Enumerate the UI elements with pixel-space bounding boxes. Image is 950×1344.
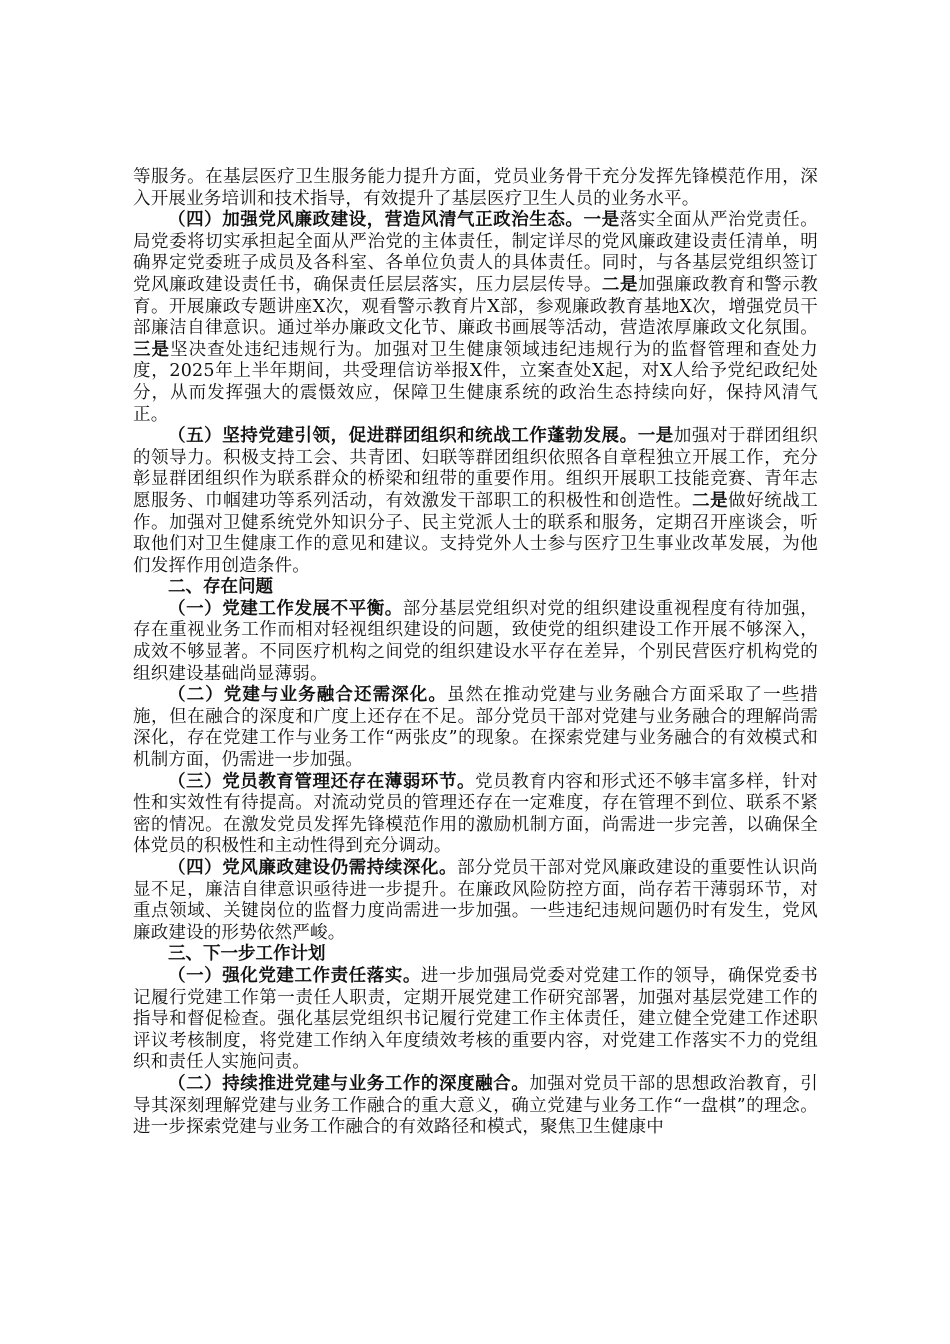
section-title: （二）持续推进党建与业务工作的深度融合。 — [168, 1073, 530, 1094]
section-title: （五）坚持党建引领，促进群团组织和统战工作蓬勃发展。 — [168, 426, 638, 447]
paragraph-mass-organizations — [133, 426, 818, 577]
section-title: （三）党员教育管理还存在薄弱环节。 — [168, 771, 476, 792]
paragraph-text: 部分基层党组织对党的组织建设重视程度有待加强，存在重视业务工作而相对轻视组织建设的问题，致使党的组织建设工作开展不够深入，成效不够显著。不同医疗机构之间党的组织建设水平存在差异，个别民营医疗机构党的组织建设基础尚显薄弱。 — [133, 598, 818, 684]
point-marker: 三是 — [133, 339, 171, 360]
point-marker: 二是 — [601, 274, 638, 295]
paragraph-text: 党员教育内容和形式还不够丰富多样，针对性和实效性有待提高。对流动党员的管理还存在一定难度，存在管理不到位、联系不紧密的情况。在激发党员发挥先锋模范作用的激励机制方面，尚需进一步完善，以确保全体党员的积极性和主动性得到充分调动。 — [133, 771, 818, 857]
paragraph-text: 加强对党员干部的思想政治教育，引导其深刻理解党建与业务工作融合的重大意义，确立党建与业务工作“一盘棋”的理念。进一步探索党建与业务工作融合的有效路径和模式，聚焦卫生健康中 — [133, 1073, 818, 1138]
paragraph-text: 加强廉政教育和警示教育。开展廉政专题讲座X次，观看警示教育片X部，参观廉政教育基地X次，增强党员干部廉洁自律意识。通过举办廉政文化节、廉政书画展等活动，营造浓厚廉政文化氛围。 — [133, 274, 818, 339]
paragraph-text: 等服务。在基层医疗卫生服务能力提升方面，党员业务骨干充分发挥先锋模范作用，深入开展业务培训和技术指导，有效提升了基层医疗卫生人员的业务水平。 — [133, 167, 818, 209]
heading-existing-problems: 二、存在问题 — [168, 577, 273, 598]
section-title: （四）加强党风廉政建设，营造风清气正政治生态。 — [168, 210, 584, 231]
point-marker: 一是 — [637, 426, 674, 447]
section-title: （一）强化党建工作责任落实。 — [168, 965, 421, 986]
section-title: （四）党风廉政建设仍需持续深化。 — [168, 858, 458, 878]
paragraph-problem-2 — [133, 685, 818, 771]
paragraph-text: 加强对于群团组织的领导力。积极支持工会、共青团、妇联等群团组织依照各自章程独立开展工作，充分彰显群团组织作为联系群众的桥梁和纽带的重要作用。组织开展职工技能竞赛、青年志愿服务、巾帼建功等系列活动，有效激发干部职工的积极性和创造性。 — [133, 426, 818, 511]
paragraph-plan-1 — [133, 966, 818, 1074]
point-marker: 一是 — [583, 210, 620, 231]
paragraph-text: 做好统战工作。加强对卫健系统党外知识分子、民主党派人士的联系和服务，定期召开座谈会，听取他们对卫生健康工作的意见和建议。支持党外人士参与医疗卫生事业改革发展，为他们发挥作用创造条件。 — [133, 490, 819, 576]
paragraph-plan-2 — [133, 1074, 818, 1139]
heading-next-steps: 三、下一步工作计划 — [168, 944, 326, 965]
paragraph-text: 进一步加强局党委对党建工作的领导，确保党委书记履行党建工作第一责任人职责，定期开展党建工作研究部署，加强对基层党建工作的指导和督促检查。强化基层党组织书记履行党建工作主体责任，建立健全党建工作述职评议考核制度，将党建工作纳入年度绩效考核的重要内容，对党建工作落实不力的党组织和责任人实施问责。 — [133, 965, 818, 1073]
section-title: （二）党建与业务融合还需深化。 — [168, 685, 447, 706]
paragraph-text: 坚决查处违纪违规行为。加强对卫生健康领域违纪违规行为的监督管理和查处力度，2025年上半年期间，共受理信访举报X件，立案查处X起，对X人给予党纪政纪处分，从而发挥强大的震慑效应，保障卫生健康系统的政治生态持续向好，保持风清气正。 — [133, 339, 818, 425]
paragraph-text: 落实全面从严治党责任。局党委将切实承担起全面从严治党的主体责任，制定详尽的党风廉政建设责任清单，明确界定党委班子成员及各科室、各单位负责人的具体责任。同时，与各基层党组织签订党风廉政建设责任书，确保责任层层落实，压力层层传导。 — [133, 210, 818, 295]
paragraph-text: 虽然在推动党建与业务融合方面采取了一些措施，但在融合的深度和广度上还存在不足。部分党员干部对党建与业务融合的理解尚需深化，存在党建工作与业务工作“两张皮”的现象。在探索党建与业务融合的有效模式和机制方面，仍需进一步加强。 — [133, 685, 819, 771]
point-marker: 二是 — [692, 490, 729, 511]
section-title: （一）党建工作发展不平衡。 — [168, 598, 403, 619]
paragraph-text: 部分党员干部对党风廉政建设的重要性认识尚显不足，廉洁自律意识亟待进一步提升。在廉政风险防控方面，尚存若干薄弱环节，对重点领域、关键岗位的监督力度尚需进一步加强。一些违纪违规问题仍时有发生，党风廉政建设的形势依然严峻。 — [133, 858, 819, 943]
paragraph-integrity-building — [133, 210, 818, 426]
paragraph-services — [133, 167, 818, 210]
paragraph-problem-1 — [133, 599, 818, 685]
paragraph-problem-4 — [133, 858, 818, 944]
document-page — [133, 167, 818, 1139]
paragraph-problem-3 — [133, 772, 818, 858]
